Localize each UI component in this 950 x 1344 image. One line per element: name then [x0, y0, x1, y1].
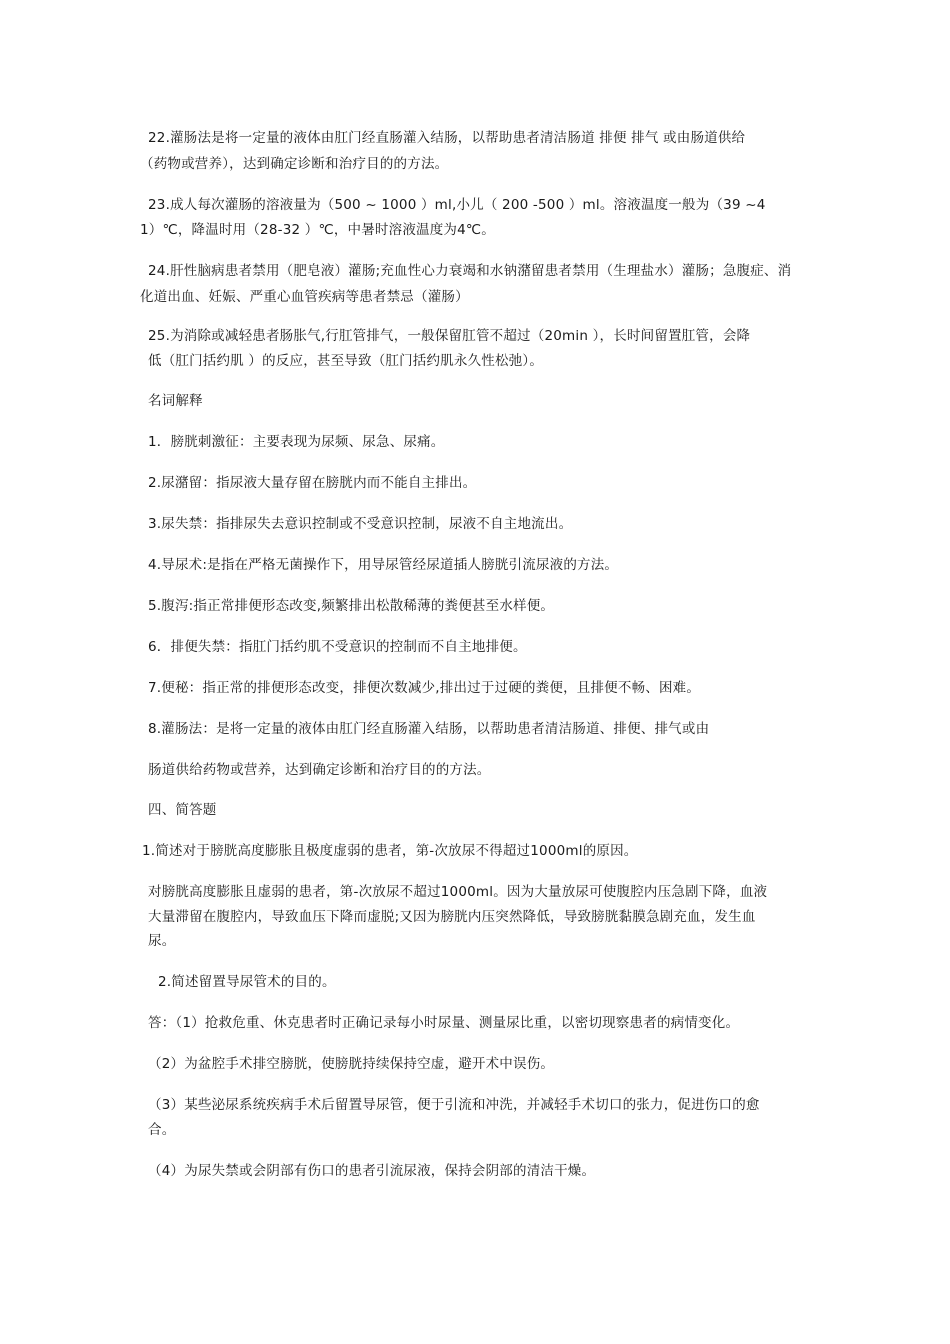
question-25-line-1: 25.为消除或减轻患者肠胀气,行肛管排气，一般保留肛管不超过（20min ），长时间留置肛管，会降 — [148, 328, 751, 344]
term-8-line-1: 8.灌肠法：是将一定量的液体由肛门经直肠灌入结肠，以帮助患者清洁肠道、排便、排气或由 — [148, 721, 710, 737]
term-7: 7.便秘：指正常的排便形态改变，排便次数减少,排出过于过硬的粪便，且排便不畅、困难。 — [148, 680, 701, 696]
short-answer-2-item-2: （2）为盆腔手术排空膀胱，使膀胱持续保持空虚，避开术中误伤。 — [148, 1056, 555, 1072]
short-answer-1-line-3: 尿。 — [148, 933, 176, 949]
short-answer-2-item-3-line-1: （3）某些泌尿系统疾病手术后留置导尿管，便于引流和冲洗，并减轻手术切口的张力，促进伤口的愈 — [148, 1097, 760, 1113]
question-24-line-2: 化道出血、妊娠、严重心血管疾病等患者禁忌（灌肠） — [140, 289, 469, 305]
question-23-line-2: 1）℃，降温时用（28-32 ）℃，中暑时溶液温度为4℃。 — [140, 222, 495, 238]
short-answer-2-item-4: （4）为尿失禁或会阴部有伤口的患者引流尿液，保持会阴部的清洁干燥。 — [148, 1163, 596, 1179]
question-23-line-1: 23.成人每次灌肠的溶液量为（500 ~ 1000 ）ml,小儿（ 200 -500 ）ml。溶液温度一般为（39 ~4 — [148, 197, 766, 213]
term-8-line-2: 肠道供给药物或营养，达到确定诊断和治疗目的的方法。 — [148, 762, 491, 778]
term-2: 2.尿潴留：指尿液大量存留在膀胱内而不能自主排出。 — [148, 475, 477, 491]
section-heading-terms: 名词解释 — [148, 393, 203, 409]
term-4: 4.导尿术:是指在严格无菌操作下，用导尿管经尿道插人膀胱引流尿液的方法。 — [148, 557, 619, 573]
question-24-line-1: 24.肝性脑病患者禁用（肥皂液）灌肠;充血性心力衰竭和水钠潴留患者禁用（生理盐水）灌肠；急腹症、消 — [148, 263, 792, 279]
short-answer-1-line-1: 对膀胱高度膨胀且虚弱的患者，第-次放尿不超过1000ml。因为大量放尿可使腹腔内压急剧下降，血液 — [148, 884, 768, 900]
short-answer-2-item-3-line-2: 合。 — [148, 1122, 176, 1138]
term-6: 6．排便失禁：指肛门括约肌不受意识的控制而不自主地排便。 — [148, 639, 527, 655]
short-question-1: 1.简述对于膀胱高度膨胀且极度虚弱的患者，第-次放尿不得超过1000ml的原因。 — [142, 843, 638, 859]
question-22-line-2: （药物或营养），达到确定诊断和治疗目的的方法。 — [140, 156, 449, 172]
question-22-line-1: 22.灌肠法是将一定量的液体由肛门经直肠灌入结肠，以帮助患者清洁肠道 排便 排气 或由肠道供给 — [148, 130, 746, 146]
short-question-2: 2.简述留置导尿管术的目的。 — [158, 974, 336, 990]
short-answer-2-item-1: 答：（1）抢救危重、休克患者时正确记录每小时尿量、测量尿比重，以密切现察患者的病情变化。 — [148, 1015, 740, 1031]
question-25-line-2: 低（肛门括约肌 ）的反应，甚至导致（肛门括约肌永久性松弛）。 — [148, 353, 544, 369]
term-5: 5.腹泻:指正常排便形态改变,频繁排出松散稀薄的粪便甚至水样便。 — [148, 598, 555, 614]
section-heading-short-answer: 四、简答题 — [148, 802, 217, 818]
short-answer-1-line-2: 大量滞留在腹腔内，导致血压下降而虚脱;又因为膀胱内压突然降低，导致膀胱黏膜急剧充血，发生血 — [148, 909, 756, 925]
term-1: 1．膀胱刺激征：主要表现为尿频、尿急、尿痛。 — [148, 434, 445, 450]
term-3: 3.尿失禁：指排尿失去意识控制或不受意识控制，尿液不自主地流出。 — [148, 516, 573, 532]
